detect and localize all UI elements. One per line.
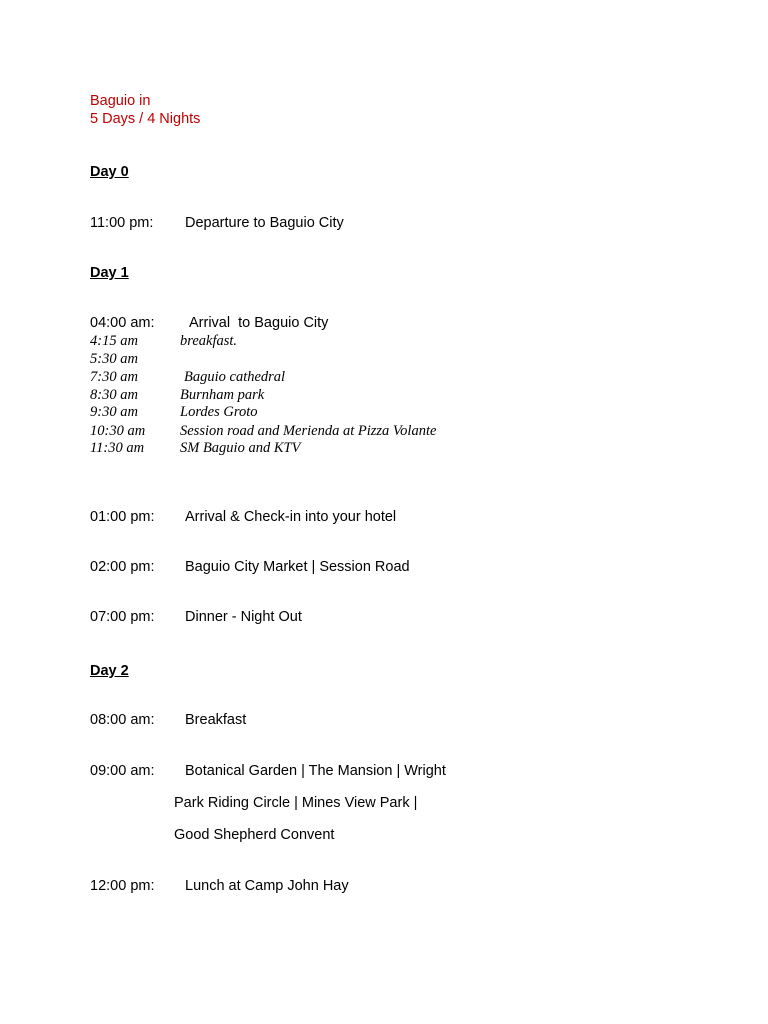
day-1-time-3: 07:00 pm: (90, 609, 155, 625)
day-1-italic-activity-7: SM Baguio and KTV (180, 440, 301, 456)
day-1-italic-time-7: 11:30 am (90, 440, 145, 456)
day-1-activity-2: Baguio City Market | Session Road (185, 559, 410, 575)
day-0-activity-1: Departure to Baguio City (185, 215, 344, 231)
day-2-activity-2: Botanical Garden | The Mansion | Wright (185, 763, 446, 779)
day-2-activity-3: Lunch at Camp John Hay (185, 878, 349, 894)
day-1-italic-time-5: 9:30 am (90, 404, 138, 420)
day-1-italic-time-1: 4:15 am (90, 333, 138, 349)
day-1-activity-1: Arrival & Check-in into your hotel (185, 509, 397, 525)
day-1-italic-activity-5: Lordes Groto (180, 404, 258, 420)
day-1-italic-activity-1: breakfast. (180, 333, 238, 349)
day-1-main-activity: Arrival to Baguio City (189, 315, 329, 331)
day-1-heading: Day 1 (90, 265, 129, 281)
day-2-activity-1: Breakfast (185, 712, 247, 728)
day-0-heading: Day 0 (90, 164, 129, 180)
day-1-italic-time-6: 10:30 am (90, 423, 146, 439)
day-2-time-3: 12:00 pm: (90, 878, 155, 894)
day-2-activity-2-continued-1: Park Riding Circle | Mines View Park | (174, 795, 418, 811)
day-1-italic-time-3: 7:30 am (90, 369, 138, 385)
title-line-1: Baguio in (90, 93, 151, 109)
day-2-time-1: 08:00 am: (90, 712, 155, 728)
day-2-activity-2-continued-2: Good Shepherd Convent (174, 827, 335, 843)
day-1-time-2: 02:00 pm: (90, 559, 155, 575)
day-1-main-time: 04:00 am: (90, 315, 155, 331)
day-2-time-2: 09:00 am: (90, 763, 155, 779)
day-2-heading: Day 2 (90, 663, 129, 679)
day-1-italic-time-4: 8:30 am (90, 387, 138, 403)
day-1-time-1: 01:00 pm: (90, 509, 155, 525)
day-0-time-1: 11:00 pm: (90, 215, 154, 231)
day-1-italic-activity-3: Baguio cathedral (184, 369, 286, 385)
day-1-italic-activity-6: Session road and Merienda at Pizza Volante (180, 423, 437, 439)
day-1-italic-activity-4: Burnham park (180, 387, 265, 403)
day-1-activity-3: Dinner - Night Out (185, 609, 302, 625)
title-line-2: 5 Days / 4 Nights (90, 111, 201, 127)
day-1-italic-time-2: 5:30 am (90, 351, 138, 367)
